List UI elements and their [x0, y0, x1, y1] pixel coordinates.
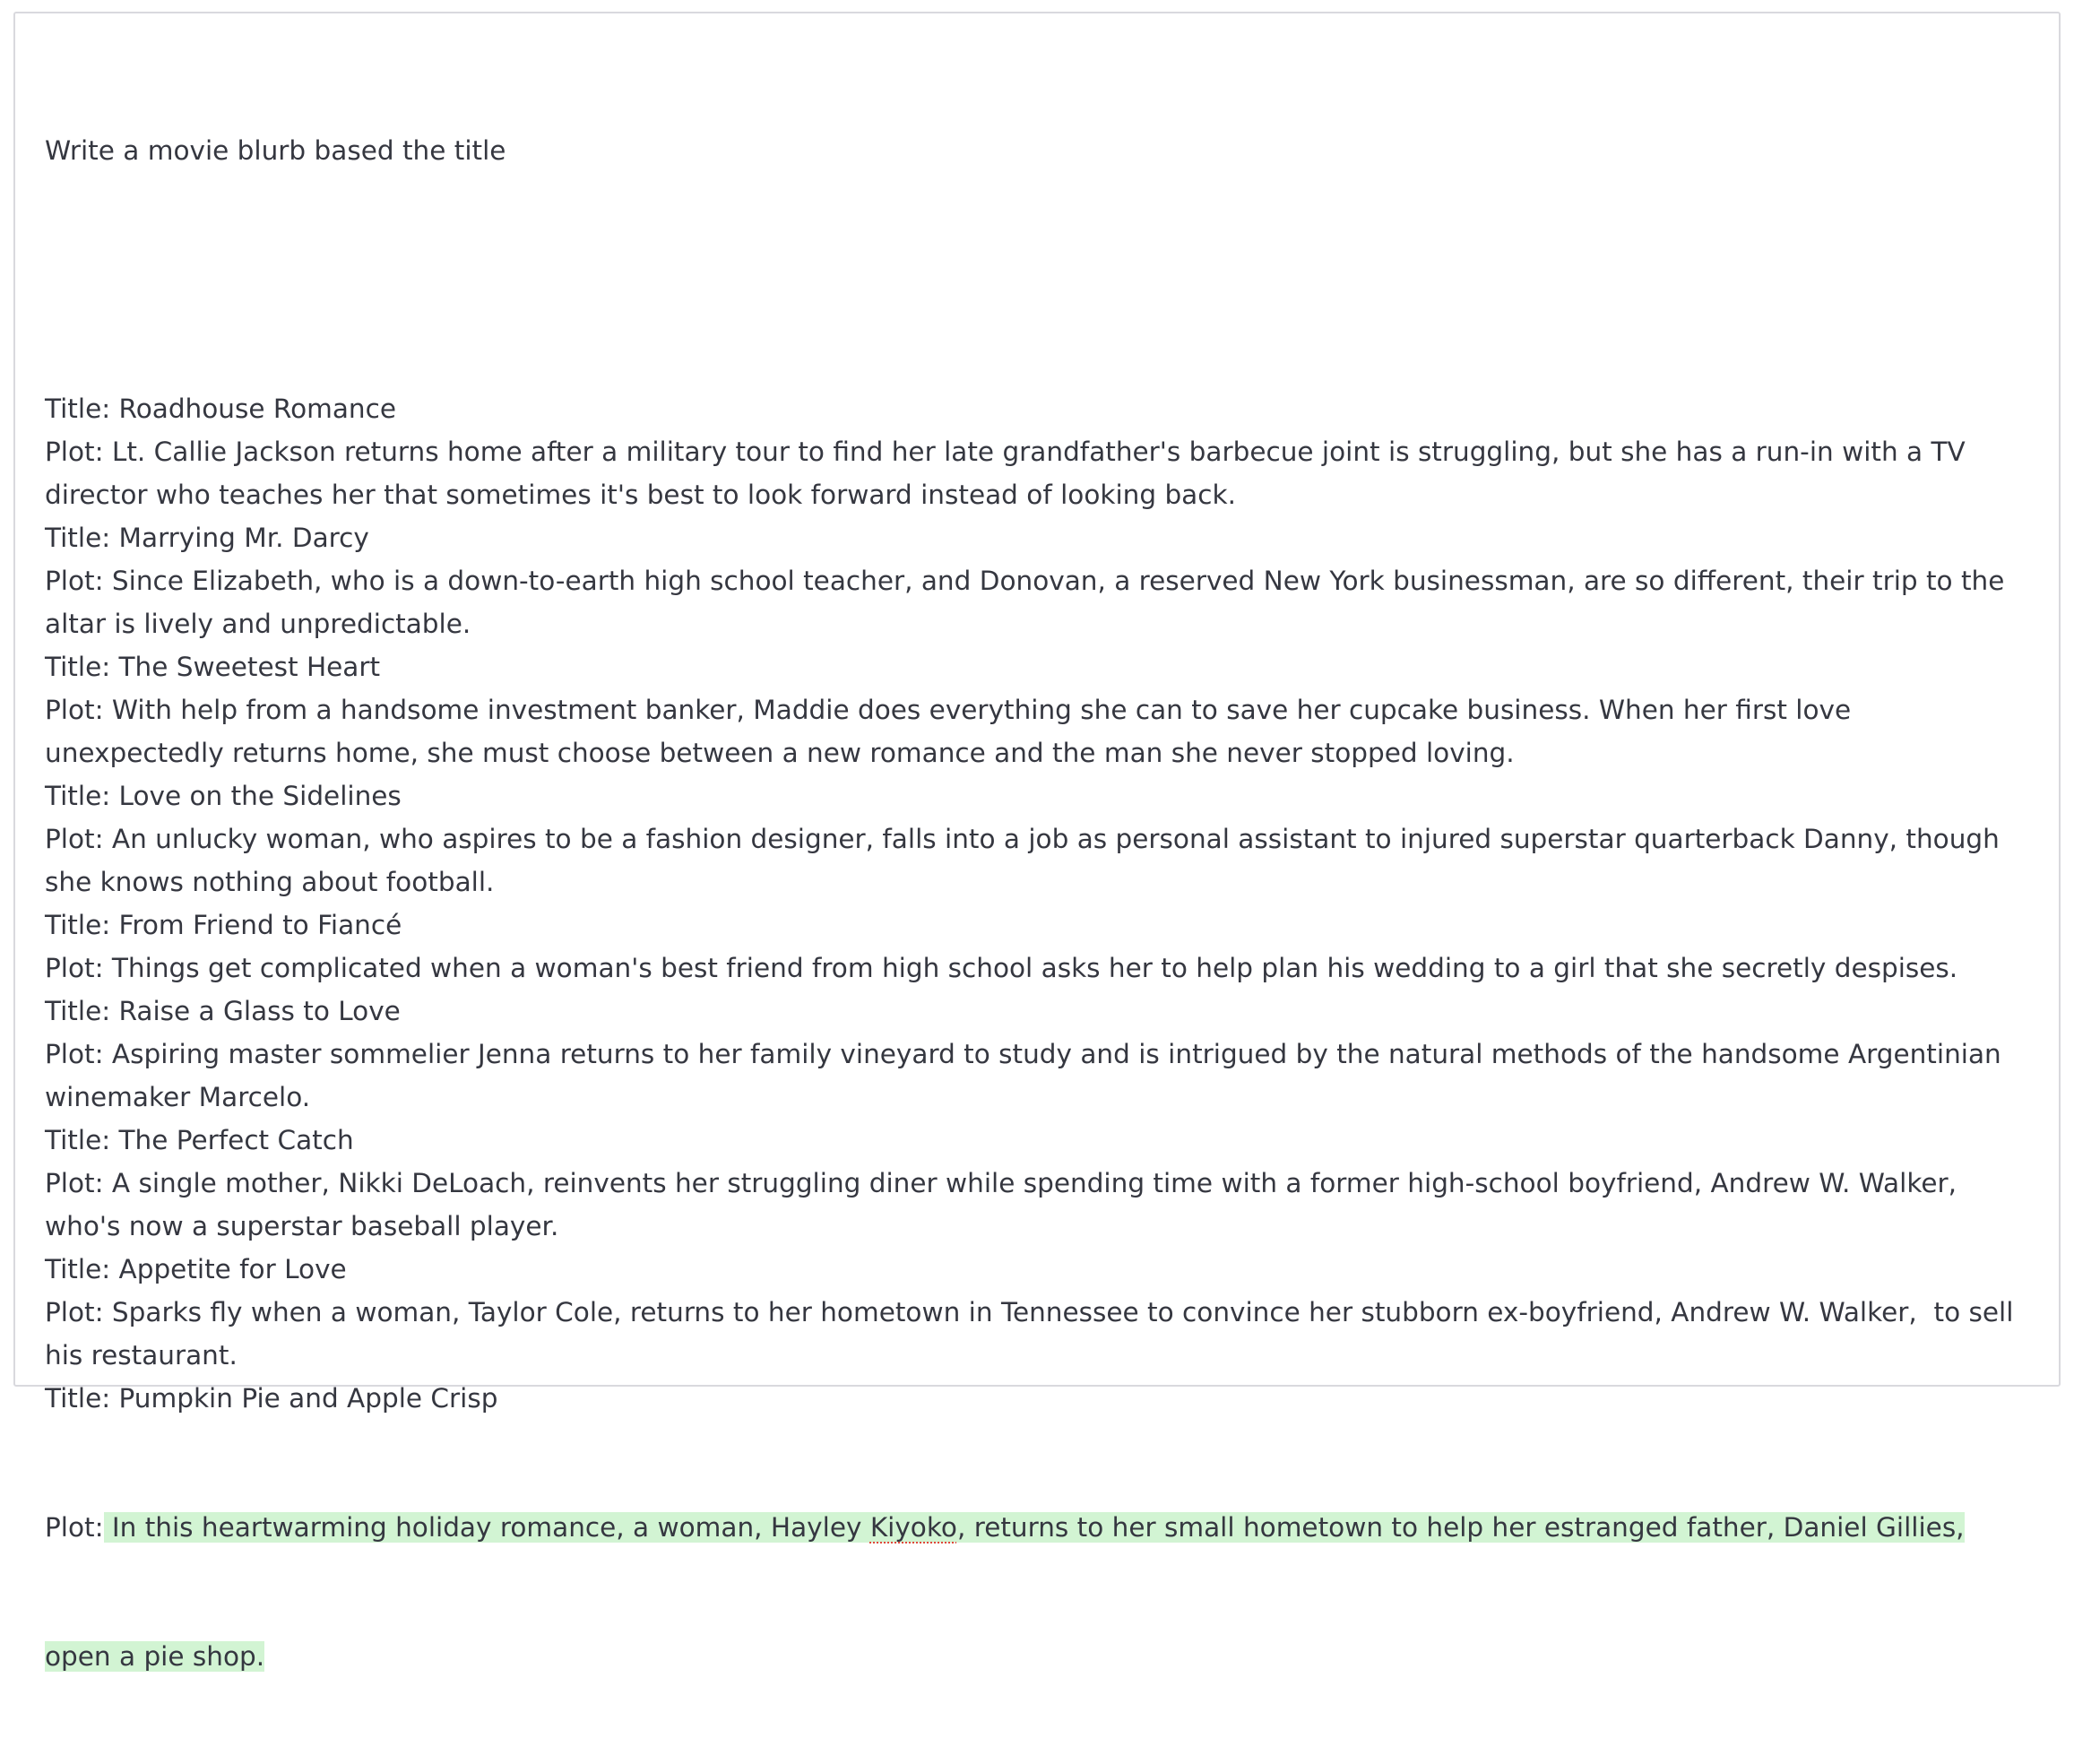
plot-line: Plot: An unlucky woman, who aspires to be a fashion designer, falls into a job as personal assistant to injured superstar quarterback Danny, though — [45, 824, 2000, 854]
completion-line-2 — [45, 1635, 2017, 1678]
completion-highlight — [104, 1512, 1965, 1543]
plot-line: altar is lively and unpredictable. — [45, 609, 471, 639]
plot-line: Plot: Aspiring master sommelier Jenna returns to her family vineyard to study and is intrigued by the natural methods of the handsome Argentinian — [45, 1039, 2001, 1069]
plot-line: Plot: Since Elizabeth, who is a down-to-earth high school teacher, and Donovan, a reserved New York businessman, are so different, their trip to the — [45, 566, 2005, 596]
plot-line: Plot: Lt. Callie Jackson returns home after a military tour to find her late grandfather's barbecue joint is struggling, but she has a run-in with a TV — [45, 437, 1966, 467]
title-line: Title: Love on the Sidelines — [45, 781, 402, 811]
title-line: Title: Appetite for Love — [45, 1254, 347, 1284]
plot-line: winemaker Marcelo. — [45, 1082, 311, 1112]
title-line: Title: Marrying Mr. Darcy — [45, 523, 369, 553]
title-line: Title: Roadhouse Romance — [45, 393, 396, 424]
plot-line: Plot: A single mother, Nikki DeLoach, reinvents her struggling diner while spending time with a former high-school boyfriend, Andrew W. Walker, — [45, 1168, 1957, 1198]
plot-line: Plot: Things get complicated when a woman's best friend from high school asks her to help plan his wedding to a girl that she secretly despises. — [45, 953, 1958, 983]
completion-text-start: In this heartwarming holiday romance, a woman, Hayley — [103, 1512, 870, 1543]
title-line: Title: The Sweetest Heart — [45, 652, 381, 682]
completion-highlight-2: open a pie shop. — [45, 1641, 265, 1672]
title-line: Title: Raise a Glass to Love — [45, 996, 401, 1026]
completion-line-1 — [45, 1506, 2017, 1549]
title-line: Title: The Perfect Catch — [45, 1125, 354, 1155]
title-line: Title: From Friend to Fiancé — [45, 910, 402, 940]
plot-line: director who teaches her that sometimes it's best to look forward instead of looking back. — [45, 480, 1236, 510]
prompt-editor[interactable] — [13, 12, 2061, 1672]
completion-text-end: , returns to her small hometown to help her estranged father, Daniel Gillies, — [956, 1512, 1965, 1543]
plot-line: she knows nothing about football. — [45, 867, 495, 897]
instruction-line: Write a movie blurb based the title — [45, 135, 506, 166]
plot-line: who's now a superstar baseball player. — [45, 1211, 559, 1241]
prompt-text-area[interactable] — [45, 43, 2017, 1764]
plot-prefix: Plot: — [45, 1512, 104, 1543]
plot-line: Plot: With help from a handsome investment banker, Maddie does everything she can to save her cupcake business. When her first love — [45, 695, 1852, 725]
plot-line: his restaurant. — [45, 1340, 238, 1371]
plot-line: unexpectedly returns home, she must choose between a new romance and the man she never stopped loving. — [45, 738, 1515, 768]
spellcheck-flagged-word[interactable]: Kiyoko — [869, 1512, 957, 1543]
blank-line — [45, 258, 2017, 301]
prompt-lines — [45, 387, 2017, 1420]
title-line: Title: Pumpkin Pie and Apple Crisp — [45, 1383, 498, 1414]
plot-line: Plot: Sparks fly when a woman, Taylor Cole, returns to her hometown in Tennessee to convince her stubborn ex-boyfriend, Andrew W. Walker, to sell — [45, 1297, 2014, 1327]
